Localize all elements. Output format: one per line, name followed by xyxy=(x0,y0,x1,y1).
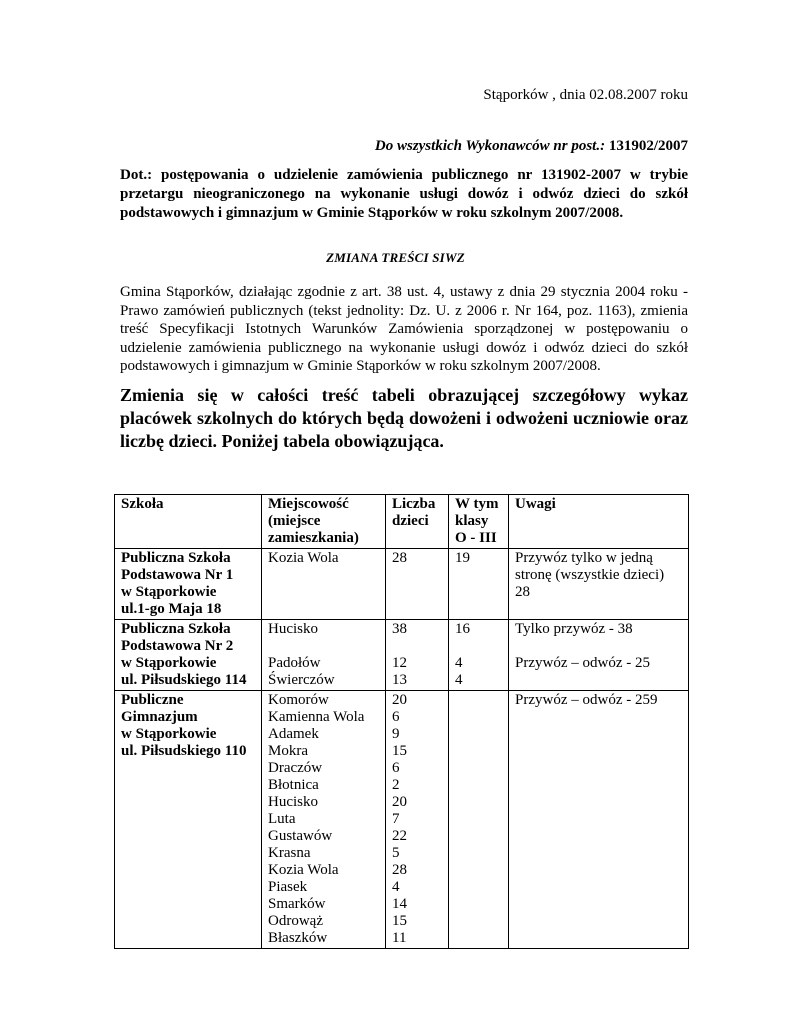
header-place: Miejscowość (miejsce zamieszkania) xyxy=(262,495,386,549)
place-cell: Hucisko Padołów Świerczów xyxy=(262,620,386,691)
addressee-number: 131902/2007 xyxy=(605,138,688,154)
grades-cell: 16 4 4 xyxy=(449,620,509,691)
header-grades: W tym klasy O - III xyxy=(449,495,509,549)
table-row xyxy=(115,620,689,691)
count-cell: 28 xyxy=(386,549,449,620)
count-cell: 20 6 9 15 6 2 20 7 22 5 28 4 14 15 11 xyxy=(386,691,449,949)
school-cell: Publiczne Gimnazjum w Stąporkowie ul. Piłsudskiego 110 xyxy=(115,691,262,949)
change-notice: Zmienia się w całości treść tabeli obrazującej szczegółowy wykaz placówek szkolnych do których będą dowożeni i odwożeni uczniowie oraz liczbę dzieci. Poniżej tabela obowiązująca. xyxy=(120,385,688,451)
schools-table xyxy=(114,494,689,949)
document-heading: ZMIANA TREŚCI SIWZ xyxy=(326,250,465,265)
count-cell: 38 12 13 xyxy=(386,620,449,691)
notes-cell: Przywóz tylko w jedną stronę (wszystkie dzieci) 28 xyxy=(509,549,689,620)
place-cell: Komorów Kamienna Wola Adamek Mokra Draczów Błotnica Hucisko Luta Gustawów Krasna Kozia Wola Piasek Smarków Odrowąż Błaszków xyxy=(262,691,386,949)
grades-cell xyxy=(449,691,509,949)
table-row xyxy=(115,549,689,620)
subject-label: Dot.: xyxy=(120,167,153,183)
school-cell: Publiczna Szkoła Podstawowa Nr 2 w Stąporkowie ul. Piłsudskiego 114 xyxy=(115,620,262,691)
header-count: Liczba dzieci xyxy=(386,495,449,549)
place-date: Stąporków , dnia 02.08.2007 roku xyxy=(483,87,688,103)
addressee-line xyxy=(375,138,688,155)
notes-cell: Tylko przywóz - 38 Przywóz – odwóz - 25 xyxy=(509,620,689,691)
subject-text: postępowania o udzielenie zamówienia publicznego nr 131902-2007 w trybie przetargu nieograniczonego na wykonanie usługi dowóz i odwóz dzieci do szkół podstawowych i gimnazjum w Gminie Stąporków w roku szkolnym 2007/2008. xyxy=(120,167,688,221)
header-notes: Uwagi xyxy=(509,495,689,549)
subject-paragraph xyxy=(120,166,688,223)
school-cell: Publiczna Szkoła Podstawowa Nr 1 w Stąporkowie ul.1-go Maja 18 xyxy=(115,549,262,620)
grades-cell: 19 xyxy=(449,549,509,620)
addressee-label: Do wszystkich Wykonawców nr post.: xyxy=(374,138,606,154)
header-school: Szkoła xyxy=(115,495,262,549)
table-row xyxy=(115,691,689,949)
notes-cell: Przywóz – odwóz - 259 xyxy=(509,691,689,949)
body-paragraph: Gmina Stąporków, działając zgodnie z art. 38 ust. 4, ustawy z dnia 29 stycznia 2004 roku - Prawo zamówień publicznych (tekst jednolity: Dz. U. z 2006 r. Nr 164, poz. 1163), zmienia treść Specyfikacji Istotnych Warunków Zamówienia sporządzonej w postępowaniu o udzielenie zamówienia publicznego na wykonanie usługi dowóz i odwóz dzieci do szkół podstawowych i gimnazjum w Gminie Stąporków w roku szkolnym 2007/2008. xyxy=(120,284,688,374)
place-cell: Kozia Wola xyxy=(262,549,386,620)
table-header-row xyxy=(115,495,689,549)
